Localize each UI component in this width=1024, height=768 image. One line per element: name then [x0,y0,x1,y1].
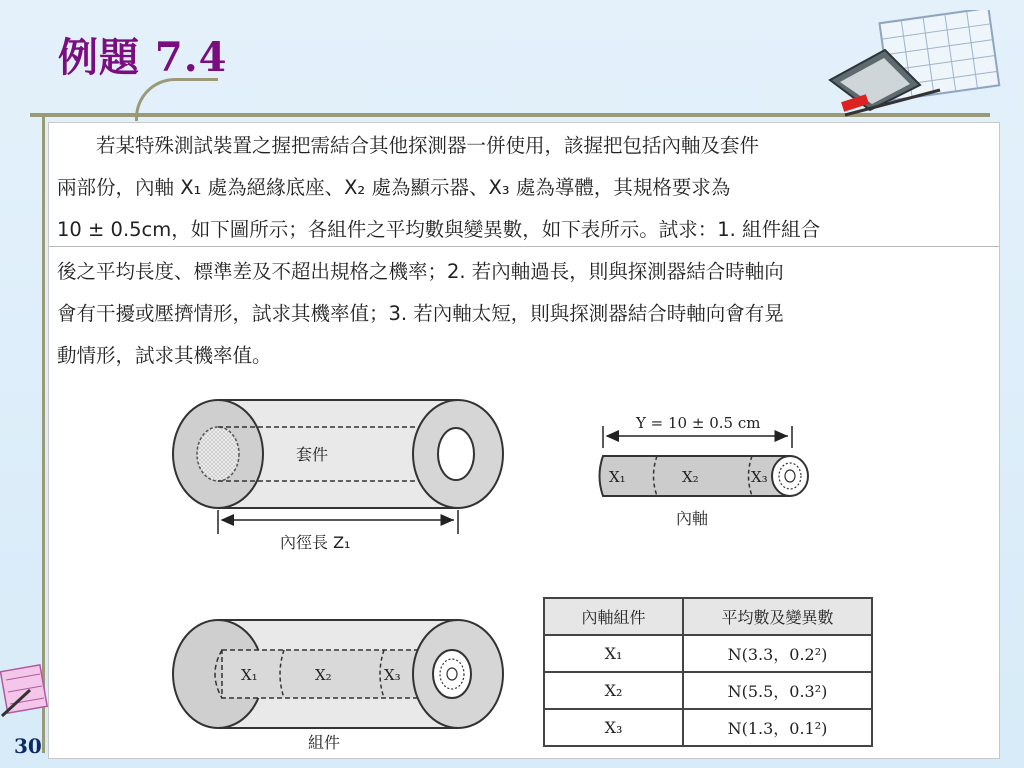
assembly-segment-label-x2: X₂ [315,666,332,684]
page-number: 30 [14,734,42,758]
segment-label-x3: X₃ [751,468,768,486]
problem-line: 若某特殊測試裝置之握把需結合其他探測器一併使用，該握把包括內軸及套件 [57,134,760,157]
table-cell: N(1.3，0.1²) [683,709,872,746]
table-row [544,635,872,672]
problem-line: 後之平均長度、標準差及不超出規格之機率；2. 若內軸過長，則與探測器結合時軸向 [57,260,784,283]
slide-title: 例題 7.4 [58,34,228,81]
assembly-segment-label-x3: X₃ [384,666,401,684]
table-header-cell: 平均數及變異數 [683,598,872,635]
shaft-figure [600,412,809,528]
sleeve-dimension-label: 內徑長 Z₁ [280,533,351,552]
table-cell: N(5.5，0.3²) [683,672,872,709]
problem-line: 動情形，試求其機率值。 [57,344,272,367]
table-cell: X₁ [544,635,683,672]
segment-label-x1: X₁ [609,468,626,486]
table-header-cell: 內軸組件 [544,598,683,635]
table-row [544,672,872,709]
sleeve-figure [173,400,503,552]
problem-line: 10 ± 0.5cm，如下圖所示；各組件之平均數與變異數，如下表所示。試求：1. 組件組合 [57,218,821,241]
shaft-dimension-label: Y = 10 ± 0.5 cm [636,414,761,432]
shaft-label: 內軸 [676,509,709,528]
component-distribution-table [543,597,873,747]
problem-line: 會有干擾或壓擠情形，試求其機率值；3. 若內軸太短，則與探測器結合時軸向會有晃 [57,302,784,325]
sleeve-label: 套件 [296,445,329,464]
table-header-row [544,598,872,635]
assembly-label: 組件 [308,733,341,752]
table-cell: X₂ [544,672,683,709]
table-cell: N(3.3，0.2²) [683,635,872,672]
assembly-figure [173,620,503,752]
problem-line: 兩部份，內軸 X₁ 處為絕緣底座、X₂ 處為顯示器、X₃ 處為導體，其規格要求為 [57,176,731,199]
table-row [544,709,872,746]
table-cell: X₃ [544,709,683,746]
assembly-segment-label-x1: X₁ [241,666,258,684]
segment-label-x2: X₂ [682,468,699,486]
